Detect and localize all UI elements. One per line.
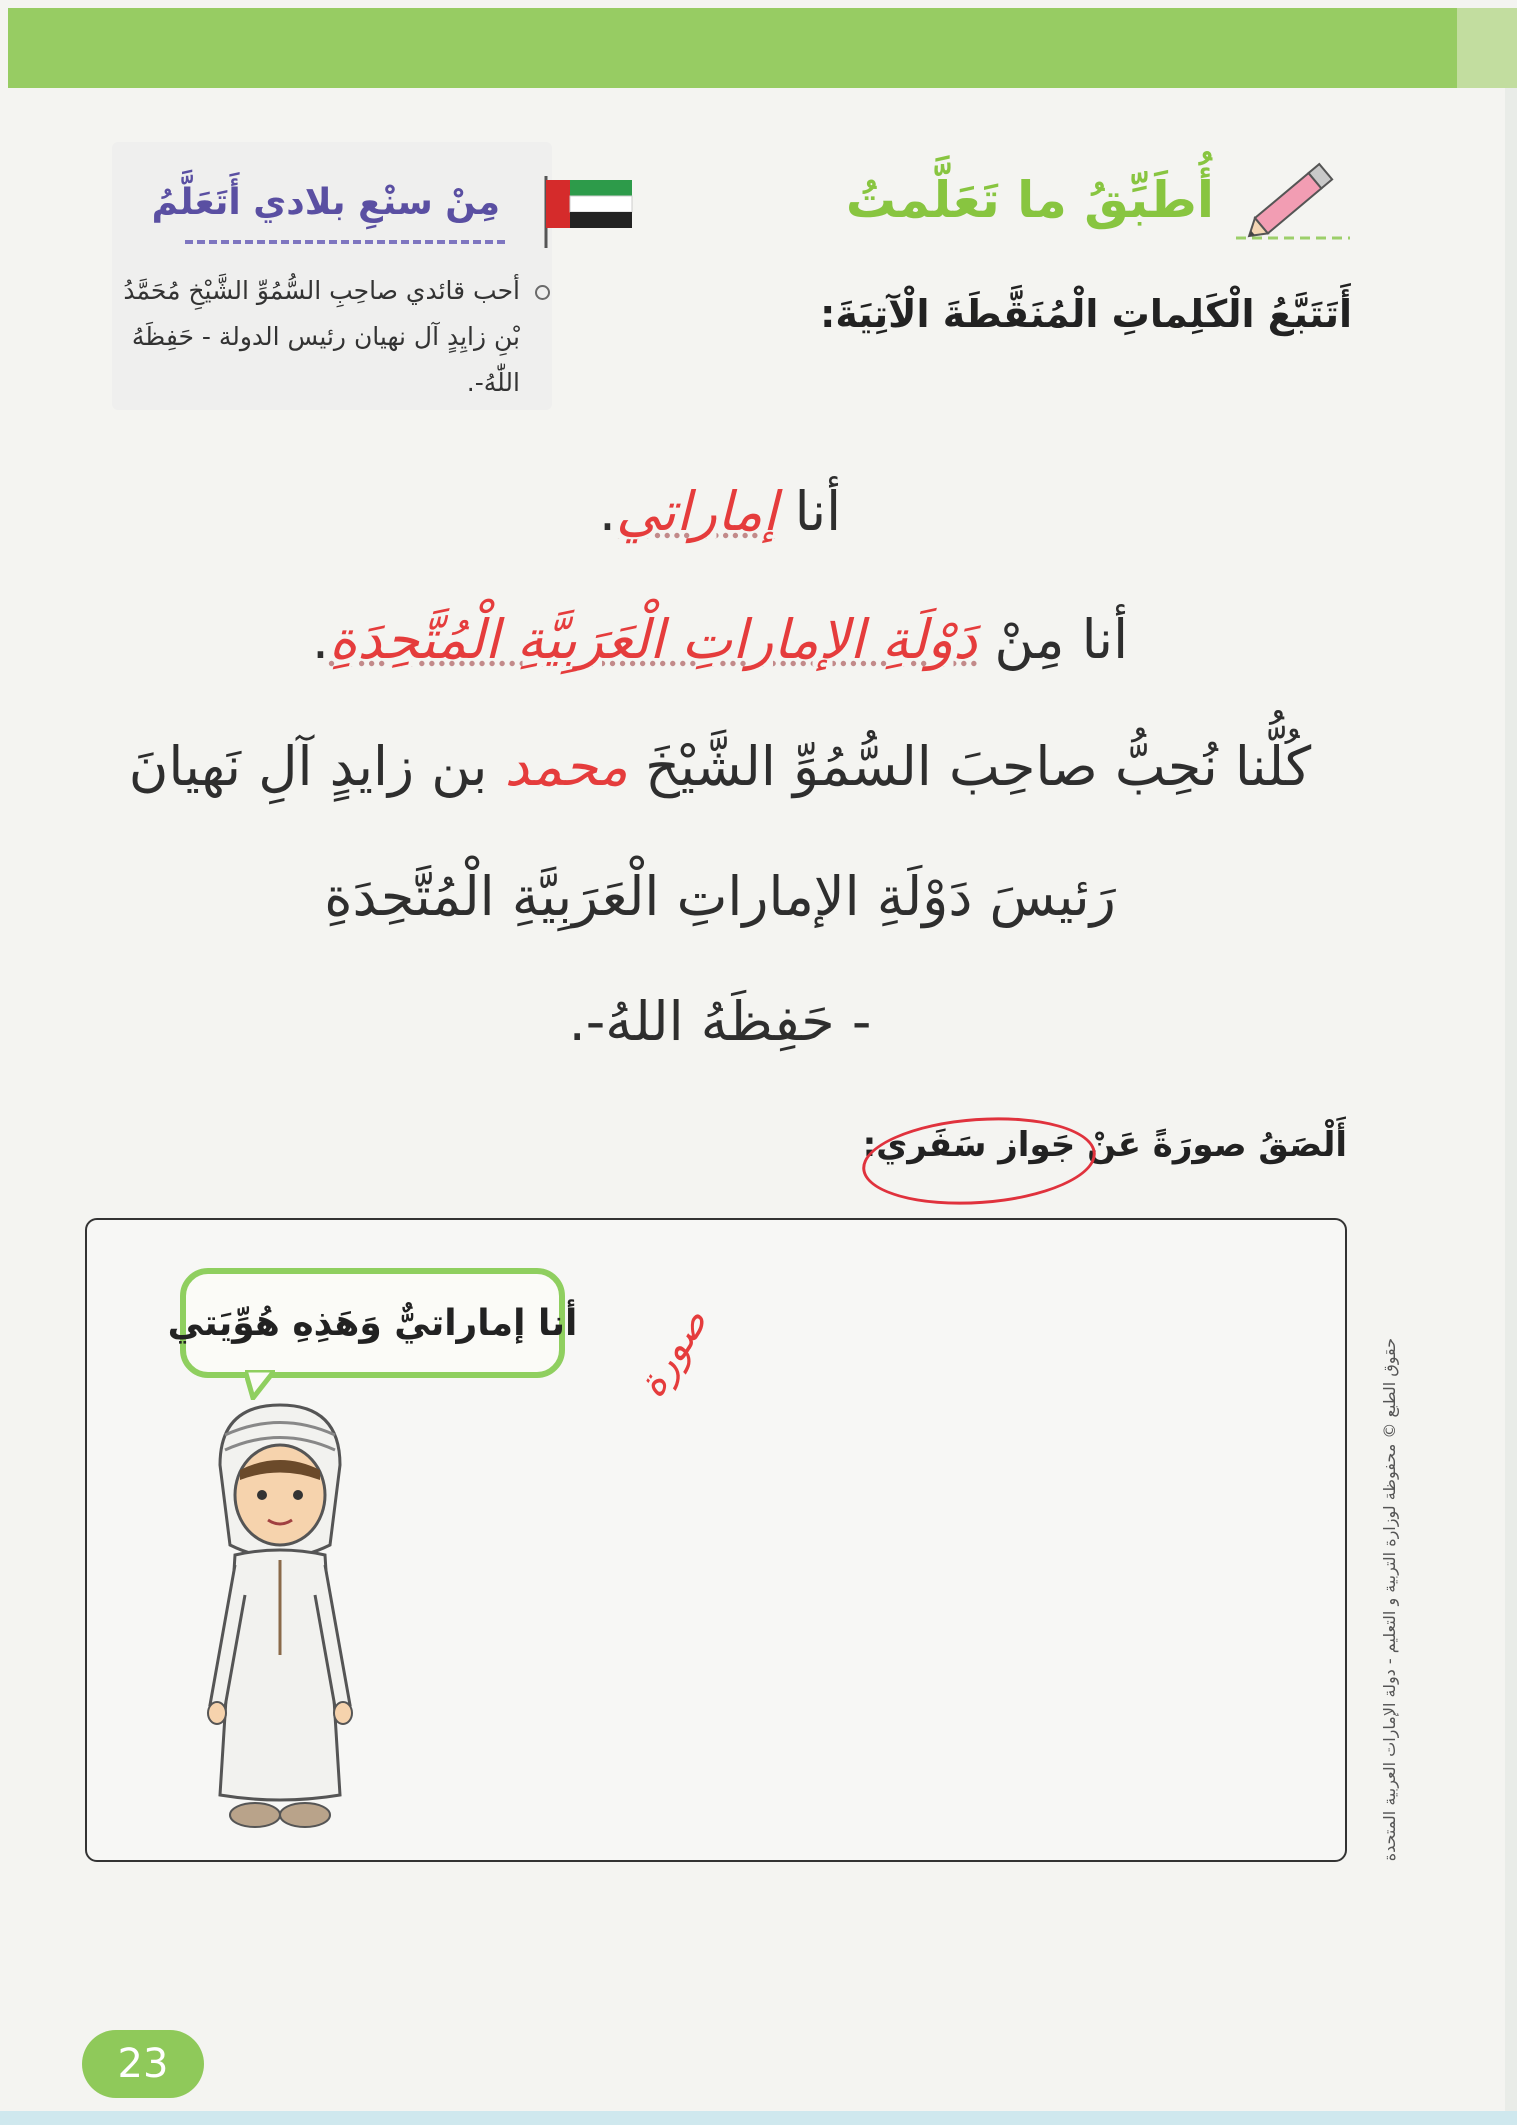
page-number-badge (82, 2030, 204, 2098)
sidebar-title: مِنْ سنْعِ بلادي أَتَعَلَّمُ (151, 182, 500, 223)
sidebar-text: أحب قائدي صاحِبِ السُّمُوِّ الشَّيْخِ مُحَمَّدُ بْنِ زايِدٍ آل نهيان رئيس الدولة - حَفِظَهُ اللّٰهُ-. (123, 276, 520, 397)
traced-phrase-uae: دَوْلَةِ الإماراتِ الْعَرَبِيَّةِ الْمُتَّحِدَةِ (329, 608, 978, 671)
trace-instruction: أَتَتَبَّعُ الْكَلِماتِ الْمُنَقَّطَةَ الْآتِيَةَ: (820, 292, 1352, 336)
sentence-1-prefix: أنا (794, 480, 842, 543)
sentence-2-period: . (311, 608, 330, 671)
sidebar-divider (185, 240, 505, 244)
sentence-1-period: . (598, 480, 616, 543)
sentence-4: رَئيسَ دَوْلَةِ الإماراتِ الْعَرَبِيَّةِ الْمُتَّحِدَةِ (324, 865, 1116, 928)
pencil-icon (1232, 150, 1352, 250)
copyright-text: حقوق الطبع © محفوظة لوزارة التربية و التعليم - دولة الإمارات العربية المتحدة (1380, 1338, 1399, 1862)
top-color-band (8, 8, 1517, 88)
speech-bubble (167, 1268, 578, 1378)
page-number: 23 (117, 2041, 169, 2087)
section-heading (846, 150, 1352, 250)
handwritten-name: محمد (504, 735, 628, 798)
handwritten-photo-note: صورة (627, 1300, 718, 1406)
sentence-2-prefix: أنا مِنْ (994, 608, 1129, 671)
sentence-3 (80, 735, 1360, 798)
sentence-3-part1: كُلُّنا نُحِبُّ صاحِبَ السُّمُوِّ الشَّيْخَ (645, 735, 1312, 798)
speech-text: أنا إماراتيٌّ وَهَذِهِ هُوِّيَتي (167, 1302, 578, 1344)
bottom-strip (0, 2111, 1517, 2125)
uae-flag-icon (540, 172, 640, 252)
sentence-1 (80, 480, 1360, 543)
sentence-2 (80, 608, 1360, 671)
sentence-3-part2: بن زايدٍ آلِ نَهيانَ (128, 735, 488, 798)
boy-illustration (180, 1395, 370, 1835)
traced-word-emirati: إماراتي (616, 480, 778, 543)
paste-instruction: أَلْصَقُ صورَةً عَنْ جَواز سَفَري: (862, 1125, 1347, 1165)
page-edge (1505, 88, 1517, 2113)
bullet-icon (535, 285, 550, 300)
sentence-5: - حَفِظَهُ اللهُ-. (568, 990, 872, 1053)
section-title: أُطَبِّقُ ما تَعَلَّمتُ (845, 171, 1214, 229)
top-band-edge (1457, 8, 1517, 88)
